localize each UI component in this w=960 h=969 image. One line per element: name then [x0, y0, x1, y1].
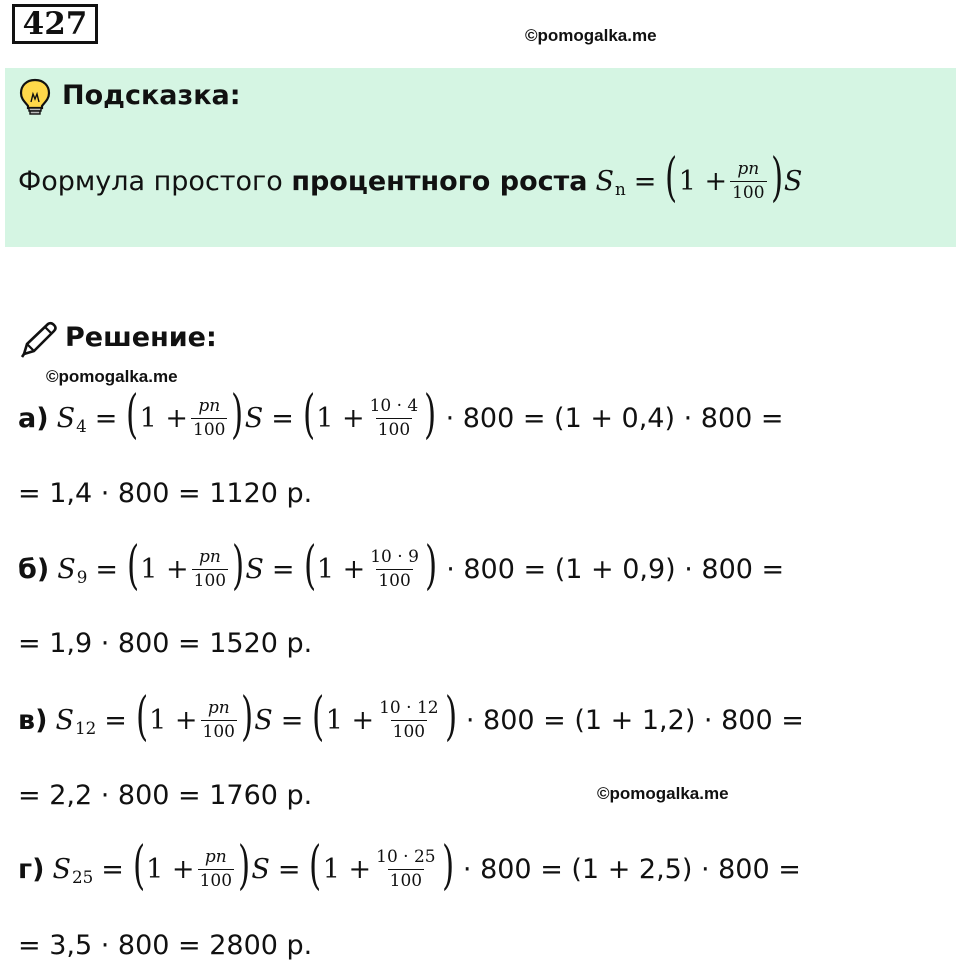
solution-part-c: в) $S_{12}$ = ( 1 + $\frac{pn}{100}$ ) S = ( 1 + $\frac{10 \cdot 12}{100}$ ) · 800 = (1 + 1,2) · 800 =: [18, 687, 804, 747]
formula-fraction: $\frac{pn}{100}$: [732, 158, 765, 203]
solution-part-a: а) $S_4$ = ( 1 + $\frac{pn}{100}$ ) S = ( 1 + $\frac{10 \cdot 4}{100}$ ) · 800 = (1 + 0,4) · 800 =: [18, 385, 784, 445]
solution-part-b: б) $S_9$ = ( 1 + $\frac{pn}{100}$ ) S = ( 1 + $\frac{10 \cdot 9}{100}$ ) · 800 = (1 + 0,9) · 800 =: [18, 536, 785, 596]
task-number: 427: [12, 4, 98, 44]
hint-text-plain: Формула простого: [18, 165, 292, 197]
part-label: г): [18, 853, 45, 885]
formula-rhs: S: [783, 165, 803, 197]
solution-part-c-line2: = 2,2 · 800 = 1760 р.: [18, 780, 313, 811]
solution-part-a-line2: = 1,4 · 800 = 1120 р.: [18, 478, 313, 509]
watermark: ©pomogalka.me: [46, 367, 178, 386]
hint-text-bold: процентного роста: [291, 165, 588, 197]
formula-one-plus: 1 +: [678, 165, 728, 197]
equals-sign: =: [633, 165, 657, 197]
watermark: ©pomogalka.me: [525, 26, 657, 45]
solution-title: Решение:: [65, 322, 217, 353]
solution-part-d-line2: = 3,5 · 800 = 2800 р.: [18, 930, 313, 961]
solution-part-b-line2: = 1,9 · 800 = 1520 р.: [18, 628, 313, 659]
hint-title: Подсказка:: [62, 80, 241, 111]
watermark: ©pomogalka.me: [597, 784, 729, 803]
part-label: а): [18, 402, 49, 434]
part-label: в): [18, 704, 48, 736]
formula-lhs: $S_n$: [595, 165, 626, 200]
lightbulb-icon: [18, 78, 52, 120]
pencil-icon: [18, 320, 60, 364]
solution-part-d: г) $S_{25}$ = ( 1 + $\frac{pn}{100}$ ) S = ( 1 + $\frac{10 \cdot 25}{100}$ ) · 800 = (1 + 2,5) · 800 =: [18, 836, 801, 896]
part-label: б): [18, 553, 50, 585]
hint-text: Формула простого процентного роста $S_n$ = ( 1 + $\frac{pn}{100}$ ) S: [18, 148, 803, 208]
